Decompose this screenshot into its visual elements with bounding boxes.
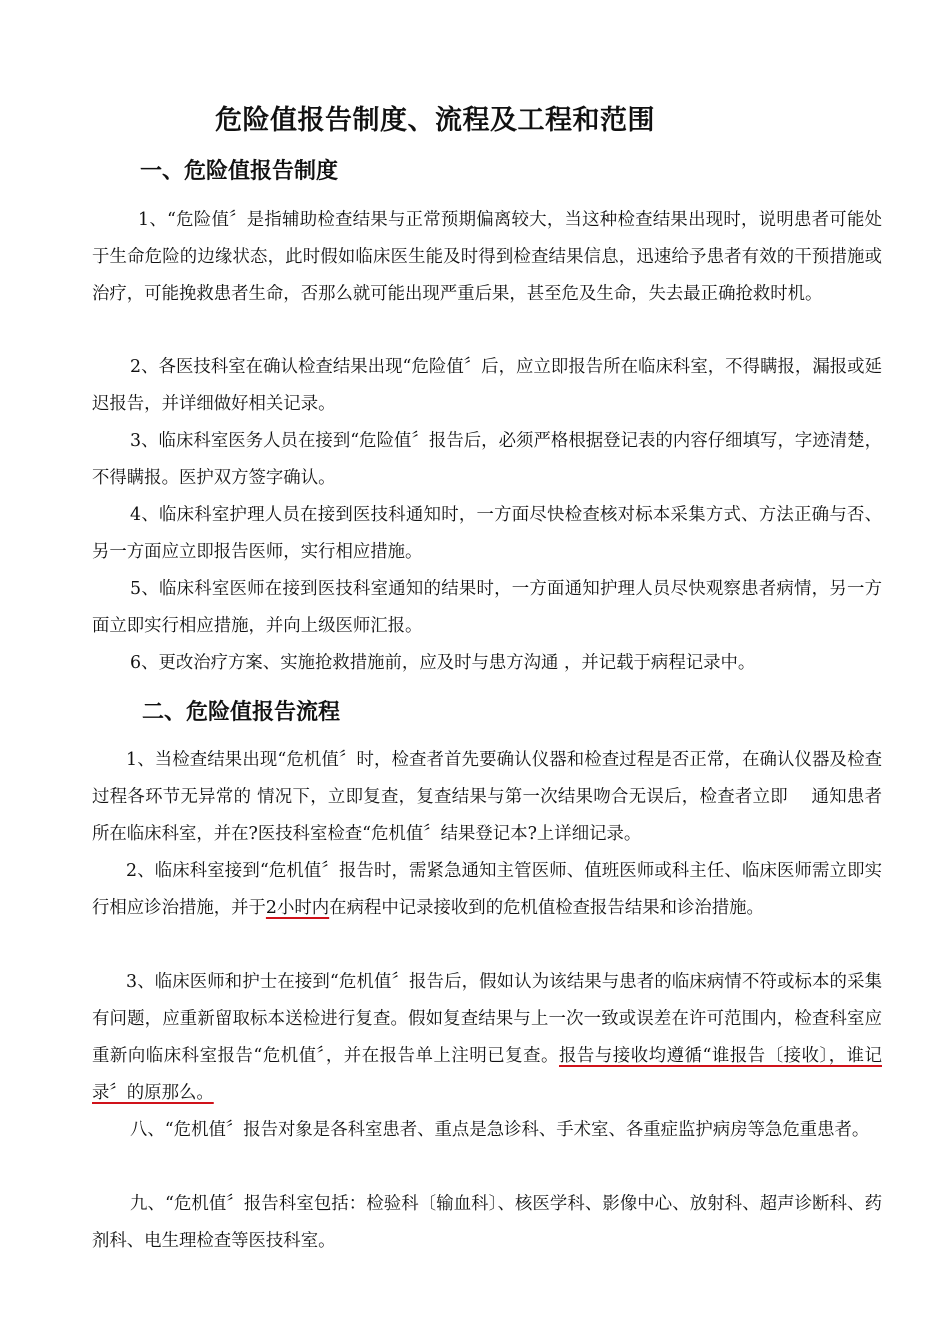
- section1-item-6: 6、更改治疗方案、实施抢救措施前，应及时与患方沟通 ，并记载于病程记录中。: [130, 653, 756, 673]
- underlined-principle: 报告与接收均遵循“谁报告〔接收〕，谁记录〞的原那么。: [92, 1046, 882, 1103]
- section2-item-8: 八、“危机值〞报告对象是各科室患者、重点是急诊科、手术室、各重症监护病房等急危重患者。: [130, 1120, 870, 1140]
- section2-item-2: [92, 853, 882, 927]
- section2-item-3: [92, 964, 882, 1112]
- section2-item-2-text-b: 在病程中记录接收到的危机值检查报告结果和诊治措施。: [329, 898, 764, 918]
- section1-heading: 一、危险值报告制度: [140, 159, 339, 184]
- section2-item-1: 1、当检查结果出现“危机值〞时，检查者首先要确认仪器和检查过程是否正常，在确认仪器及检查过程各环节无异常的 情况下，立即复查，复查结果与第一次结果吻合无误后，检查者立即 通知患者所在临床科室，并在?医技科室检查“危机值〞结果登记本?上详细记录。: [92, 750, 882, 844]
- section1-item-1: 1、“危险值〞是指辅助检查结果与正常预期偏离较大，当这种检查结果出现时，说明患者可能处于生命危险的边缘状态，此时假如临床医生能及时得到检查结果信息，迅速给予患者有效的干预措施或治疗，可能挽救患者生命，否那么就可能出现严重后果，甚至危及生命，失去最正确抢救时机。: [92, 210, 882, 304]
- section2-item-9: 九、“危机值〞报告科室包括：检验科〔输血科〕、核医学科、影像中心、放射科、超声诊断科、药剂科、电生理检查等医技科室。: [92, 1194, 882, 1251]
- section1-item-5: 5、临床科室医师在接到医技科室通知的结果时，一方面通知护理人员尽快观察患者病情，另一方面立即实行相应措施，并向上级医师汇报。: [92, 579, 882, 636]
- section1-item-4: 4、临床科室护理人员在接到医技科通知时，一方面尽快检查核对标本采集方式、方法正确与否、另一方面应立即报告医师，实行相应措施。: [92, 505, 882, 562]
- section1-item-2: 2、各医技科室在确认检查结果出现“危险值〞后，应立即报告所在临床科室，不得瞒报，漏报或延迟报告，并详细做好相关记录。: [92, 357, 882, 414]
- section2-heading: 二、危险值报告流程: [142, 700, 341, 725]
- section2-item-3-text: 3、临床医师和护士在接到“危机值〞报告后，假如认为该结果与患者的临床病情不符或标本的采集有问题，应重新留取标本送检进行复查。假如复查结果与上一次一致或误差在许可范围内，检查科室应重新向临床科室报告“危机值〞，并在报告单上注明已复查。: [92, 972, 882, 1066]
- section2-item-2-text-a: 2、临床科室接到“危机值〞报告时，需紧急通知主管医师、值班医师或科主任、临床医师需立即实行相应诊治措施，并于: [92, 861, 882, 918]
- document-title: 危险值报告制度、流程及工程和范围: [215, 105, 655, 136]
- underlined-time-limit: 2小时内: [265, 898, 330, 918]
- section1-item-3: 3、临床科室医务人员在接到“危险值〞报告后，必须严格根据登记表的内容仔细填写，字迹清楚，不得瞒报。医护双方签字确认。: [92, 431, 882, 488]
